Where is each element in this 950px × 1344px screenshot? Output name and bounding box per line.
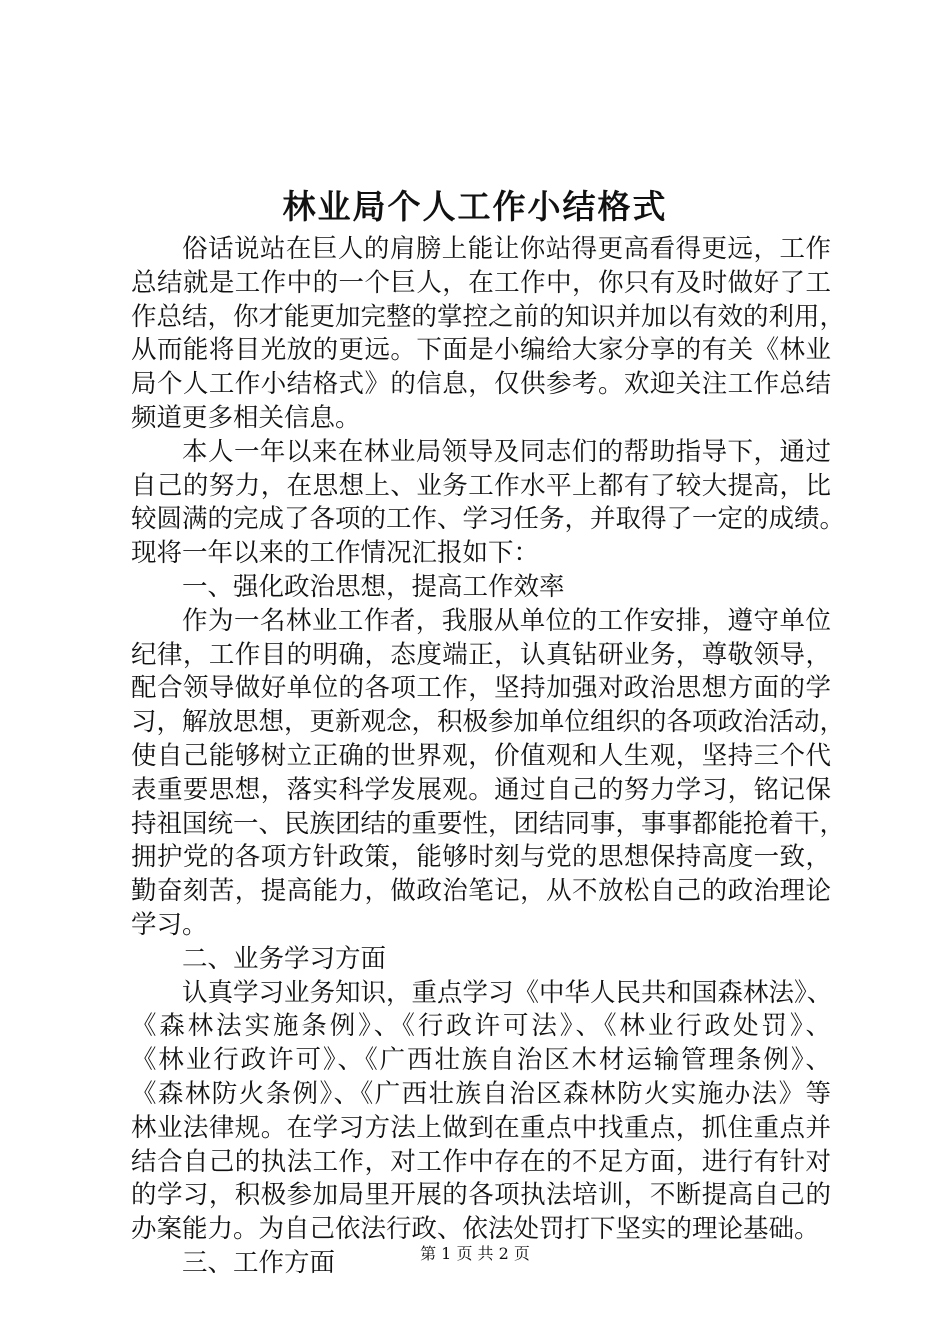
text-line: 《森林法实施条例》、《行政许可法》、《林业行政处罚》、 (131, 1011, 831, 1042)
text-line: 频道更多相关信息。 (131, 402, 361, 433)
text-line: 办案能力。为自己依法行政、依法处罚打下坚实的理论基础。 (131, 1214, 820, 1245)
text-line: 勤奋刻苦，提高能力，做政治笔记，从不放松自己的政治理论 (131, 876, 831, 907)
text-line: 《林业行政许可》、《广西壮族自治区木材运输管理条例》、 (131, 1045, 831, 1076)
section-heading: 二、业务学习方面 (182, 943, 387, 974)
text-line: 总结就是工作中的一个巨人，在工作中，你只有及时做好了工 (131, 267, 831, 298)
document-title: 林业局个人工作小结格式 (282, 187, 668, 226)
document-body (131, 233, 846, 1281)
text-line: 作总结，你才能更加完整的掌控之前的知识并加以有效的利用， (131, 301, 846, 332)
text-line: 现将一年以来的工作情况汇报如下： (131, 538, 540, 569)
section-heading: 三、工作方面 (182, 1247, 336, 1278)
text-line: 自己的努力，在思想上、业务工作水平上都有了较大提高，比 (131, 470, 831, 501)
text-line: 习，解放思想，更新观念，积极参加单位组织的各项政治活动， (131, 707, 846, 738)
text-line: 本人一年以来在林业局领导及同志们的帮助指导下，通过 (182, 436, 831, 467)
text-line: 认真学习业务知识，重点学习《中华人民共和国森林法》、 (182, 977, 833, 1008)
text-line: 较圆满的完成了各项的工作、学习任务，并取得了一定的成绩。 (131, 504, 846, 535)
text-line: 持祖国统一、民族团结的重要性，团结同事，事事都能抢着干， (131, 808, 846, 839)
text-line: 使自己能够树立正确的世界观，价值观和人生观，坚持三个代 (131, 740, 831, 771)
text-line: 表重要思想，落实科学发展观。通过自己的努力学习，铭记保 (131, 774, 831, 805)
text-line: 作为一名林业工作者，我服从单位的工作安排，遵守单位 (182, 605, 831, 636)
text-line: 俗话说站在巨人的肩膀上能让你站得更高看得更远，工作 (182, 234, 831, 264)
text-line: 的学习，积极参加局里开展的各项执法培训，不断提高自己的 (131, 1180, 831, 1211)
text-line: 结合自己的执法工作，对工作中存在的不足方面，进行有针对 (131, 1146, 831, 1177)
text-line: 学习。 (131, 909, 208, 940)
section-heading: 一、强化政治思想，提高工作效率 (182, 571, 565, 602)
text-line: 纪律，工作目的明确，态度端正，认真钻研业务，尊敬领导， (131, 639, 831, 670)
text-line: 拥护党的各项方针政策，能够时刻与党的思想保持高度一致， (131, 842, 831, 873)
text-line: 林业法律规。在学习方法上做到在重点中找重点，抓住重点并 (131, 1112, 831, 1143)
page-footer: 第 1 页 共 2 页 (420, 1244, 530, 1263)
text-line: 《森林防火条例》、《广西壮族自治区森林防火实施办法》等 (131, 1078, 831, 1109)
text-line: 局个人工作小结格式》的信息，仅供参考。欢迎关注工作总结 (131, 369, 831, 400)
text-line: 配合领导做好单位的各项工作，坚持加强对政治思想方面的学 (131, 673, 831, 704)
text-line: 从而能将目光放的更远。下面是小编给大家分享的有关《林业 (131, 335, 831, 366)
